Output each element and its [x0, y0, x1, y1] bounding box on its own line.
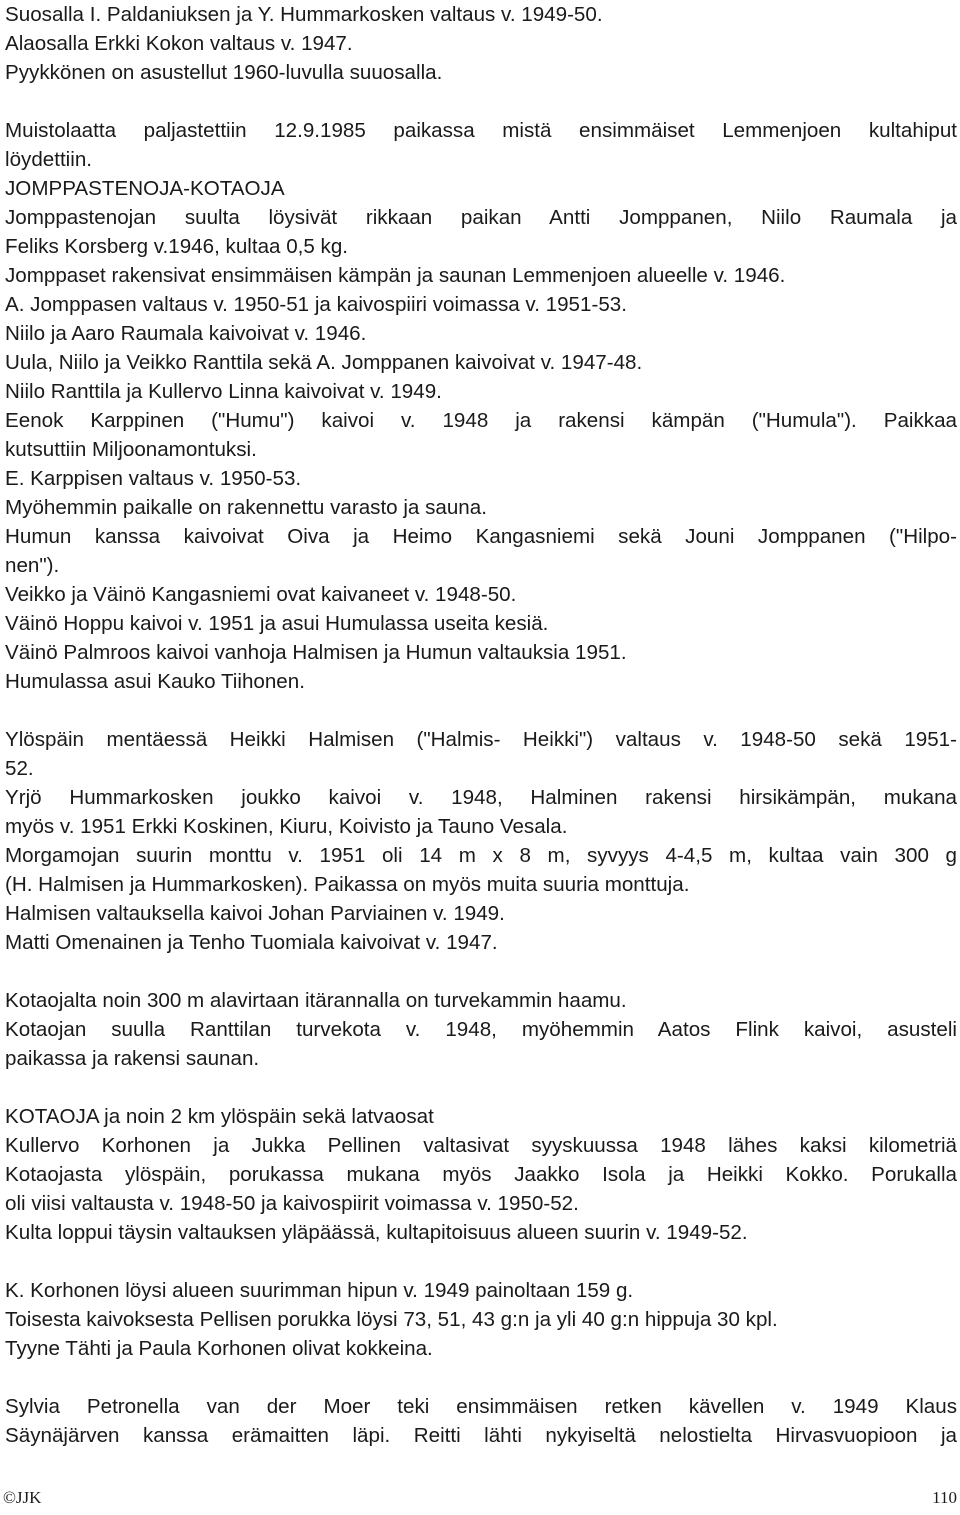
text-line: Humulassa asui Kauko Tiihonen. [5, 670, 305, 693]
paragraph-gap [5, 1363, 957, 1392]
page-number: 110 [932, 1488, 957, 1507]
text-line: K. Korhonen löysi alueen suurimman hipun v. 1949 painoltaan 159 g. [5, 1279, 634, 1302]
text-line: oli viisi valtausta v. 1948-50 ja kaivospiirit voimassa v. 1950-52. [5, 1192, 579, 1215]
document-body [5, 0, 957, 1450]
paragraph-gap [5, 1073, 957, 1102]
text-line: Niilo ja Aaro Raumala kaivoivat v. 1946. [5, 322, 367, 345]
text-line: Matti Omenainen ja Tenho Tuomiala kaivoivat v. 1947. [5, 931, 498, 954]
text-line: E. Karppisen valtaus v. 1950-53. [5, 467, 302, 490]
text-line: Sylvia Petronella van der Moer teki ensimmäisen retken kävellen v. 1949 Klaus [5, 1395, 957, 1418]
text-line: Humun kanssa kaivoivat Oiva ja Heimo Kangasniemi sekä Jouni Jomppanen ("Hilpo- [5, 525, 957, 548]
section-heading: JOMPPASTENOJA-KOTAOJA [5, 177, 285, 200]
text-line: A. Jomppasen valtaus v. 1950-51 ja kaivospiiri voimassa v. 1951-53. [5, 293, 627, 316]
text-line: Suosalla I. Paldaniuksen ja Y. Hummarkosken valtaus v. 1949-50. [5, 3, 603, 26]
text-line: Kullervo Korhonen ja Jukka Pellinen valtasivat syyskuussa 1948 lähes kaksi kilometriä [5, 1134, 957, 1157]
text-line: Kotaojan suulla Ranttilan turvekota v. 1948, myöhemmin Aatos Flink kaivoi, asusteli [5, 1018, 957, 1041]
text-line: Ylöspäin mentäessä Heikki Halmisen ("Halmis- Heikki") valtaus v. 1948-50 sekä 1951- [5, 728, 957, 751]
text-line: Feliks Korsberg v.1946, kultaa 0,5 kg. [5, 235, 349, 258]
text-line: kutsuttiin Miljoonamontuksi. [5, 438, 257, 461]
text-line: Kulta loppui täysin valtauksen yläpäässä, kultapitoisuus alueen suurin v. 1949-52. [5, 1221, 748, 1244]
text-line: Myöhemmin paikalle on rakennettu varasto ja sauna. [5, 496, 487, 519]
text-line: Alaosalla Erkki Kokon valtaus v. 1947. [5, 32, 353, 55]
paragraph-gap [5, 957, 957, 986]
text-line: Veikko ja Väinö Kangasniemi ovat kaivaneet v. 1948-50. [5, 583, 517, 606]
text-line: Väinö Hoppu kaivoi v. 1951 ja asui Humulassa useita kesiä. [5, 612, 549, 635]
section-heading: KOTAOJA ja noin 2 km ylöspäin sekä latvaosat [5, 1105, 434, 1128]
paragraph-gap [5, 87, 957, 116]
text-line: Pyykkönen on asustellut 1960-luvulla suuosalla. [5, 61, 443, 84]
text-line: Kotaojasta ylöspäin, porukassa mukana myös Jaakko Isola ja Heikki Kokko. Porukalla [5, 1163, 957, 1186]
text-line: myös v. 1951 Erkki Koskinen, Kiuru, Koivisto ja Tauno Vesala. [5, 815, 568, 838]
text-line: Jomppastenojan suulta löysivät rikkaan paikan Antti Jomppanen, Niilo Raumala ja [5, 206, 957, 229]
text-line: Jomppaset rakensivat ensimmäisen kämpän ja saunan Lemmenjoen alueelle v. 1946. [5, 264, 786, 287]
text-line: Morgamojan suurin monttu v. 1951 oli 14 m x 8 m, syvyys 4-4,5 m, kultaa vain 300 g [5, 844, 957, 867]
text-line: löydettiin. [5, 148, 93, 171]
text-line: Tyyne Tähti ja Paula Korhonen olivat kokkeina. [5, 1337, 433, 1360]
paragraph-gap [5, 1247, 957, 1276]
paragraph-gap [5, 696, 957, 725]
text-line: (H. Halmisen ja Hummarkosken). Paikassa on myös muita suuria monttuja. [5, 873, 690, 896]
text-line: Eenok Karppinen ("Humu") kaivoi v. 1948 ja rakensi kämpän ("Humula"). Paikkaa [5, 409, 957, 432]
text-line: 52. [5, 757, 34, 780]
text-line: nen"). [5, 554, 60, 577]
text-line: Säynäjärven kanssa erämaitten läpi. Reitti lähti nykyiseltä nelostielta Hirvasvuopioon ja [5, 1424, 957, 1447]
copyright-label: ©JJK [3, 1488, 42, 1507]
text-line: Väinö Palmroos kaivoi vanhoja Halmisen ja Humun valtauksia 1951. [5, 641, 627, 664]
text-line: Kotaojalta noin 300 m alavirtaan itärannalla on turvekammin haamu. [5, 989, 627, 1012]
text-line: Muistolaatta paljastettiin 12.9.1985 paikassa mistä ensimmäiset Lemmenjoen kultahiput [5, 119, 957, 142]
text-line: Yrjö Hummarkosken joukko kaivoi v. 1948, Halminen rakensi hirsikämpän, mukana [5, 786, 957, 809]
text-line: Halmisen valtauksella kaivoi Johan Parviainen v. 1949. [5, 902, 505, 925]
text-line: Toisesta kaivoksesta Pellisen porukka löysi 73, 51, 43 g:n ja yli 40 g:n hippuja 30 kpl. [5, 1308, 778, 1331]
text-line: paikassa ja rakensi saunan. [5, 1047, 260, 1070]
text-line: Uula, Niilo ja Veikko Ranttila sekä A. Jomppanen kaivoivat v. 1947-48. [5, 351, 643, 374]
text-line: Niilo Ranttila ja Kullervo Linna kaivoivat v. 1949. [5, 380, 442, 403]
page-footer [0, 1488, 960, 1512]
